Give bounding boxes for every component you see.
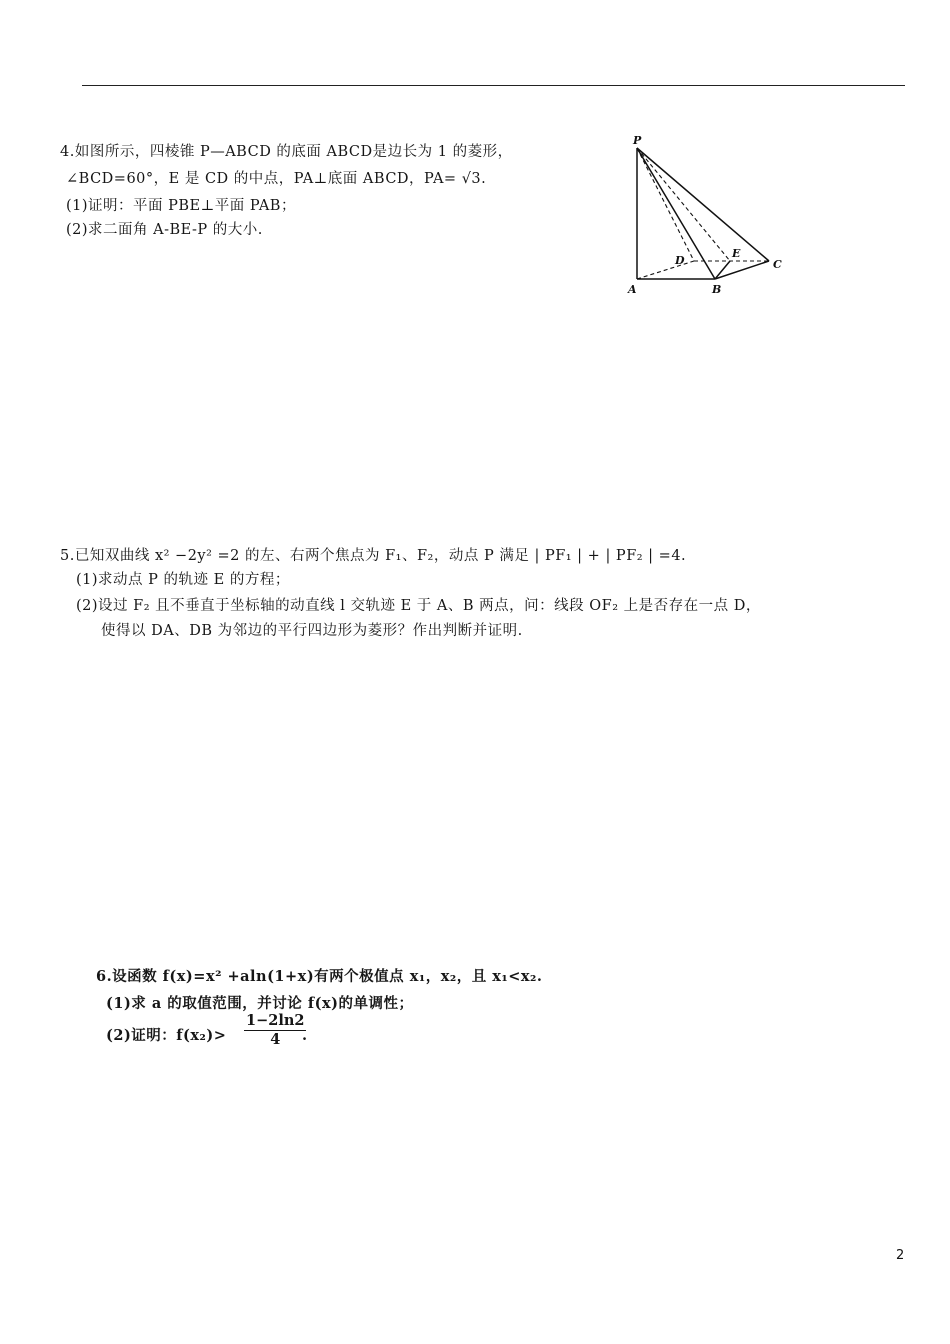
pyramid-figure — [612, 130, 802, 300]
problem5-line1: 5.已知双曲线 x² −2y² =2 的左、右两个焦点为 F₁、F₂，动点 P 满足 | PF₁ | + | PF₂ | =4. — [60, 548, 687, 564]
fraction-numerator: 1−2ln2 — [246, 1012, 305, 1029]
problem6-fraction — [244, 1012, 306, 1049]
label-D: D — [675, 254, 685, 267]
label-A: A — [628, 283, 637, 296]
problem4-line2: ∠BCD=60°，E 是 CD 的中点，PA⊥底面 ABCD，PA= √3. — [66, 171, 487, 187]
edge-AD — [637, 261, 694, 279]
header-rule — [82, 85, 905, 86]
problem4-part1: (1)证明：平面 PBE⊥平面 PAB； — [66, 198, 296, 214]
edge-PC — [637, 148, 769, 261]
label-E: E — [732, 247, 741, 260]
problem4-line1: 4.如图所示，四棱锥 P—ABCD 的底面 ABCD是边长为 1 的菱形， — [60, 144, 513, 160]
problem5-part2-line1: (2)设过 F₂ 且不垂直于坐标轴的动直线 l 交轨迹 E 于 A、B 两点，问：线段 OF₂ 上是否存在一点 D， — [76, 598, 761, 614]
edge-PE — [637, 148, 730, 261]
problem6-part1: (1)求 a 的取值范围，并讨论 f(x)的单调性； — [106, 995, 414, 1012]
label-B: B — [712, 283, 722, 296]
problem6-part2-prefix: (2)证明：f(x₂)> — [106, 1027, 227, 1044]
problem5-part2-line2: 使得以 DA、DB 为邻边的平行四边形为菱形？作出判断并证明. — [101, 623, 523, 639]
edge-PD — [637, 148, 694, 261]
problem5-part1: (1)求动点 P 的轨迹 E 的方程； — [76, 572, 290, 588]
label-C: C — [773, 258, 782, 271]
fraction-denominator: 4 — [270, 1031, 281, 1048]
problem4-part2: (2)求二面角 A-BE-P 的大小. — [66, 222, 263, 238]
page-number: 2 — [896, 1248, 905, 1263]
label-P: P — [633, 134, 642, 147]
problem6-line1: 6.设函数 f(x)=x² +aln(1+x)有两个极值点 x₁，x₂，且 x₁<x₂. — [96, 968, 543, 985]
problem6-part2-suffix: . — [302, 1027, 308, 1044]
